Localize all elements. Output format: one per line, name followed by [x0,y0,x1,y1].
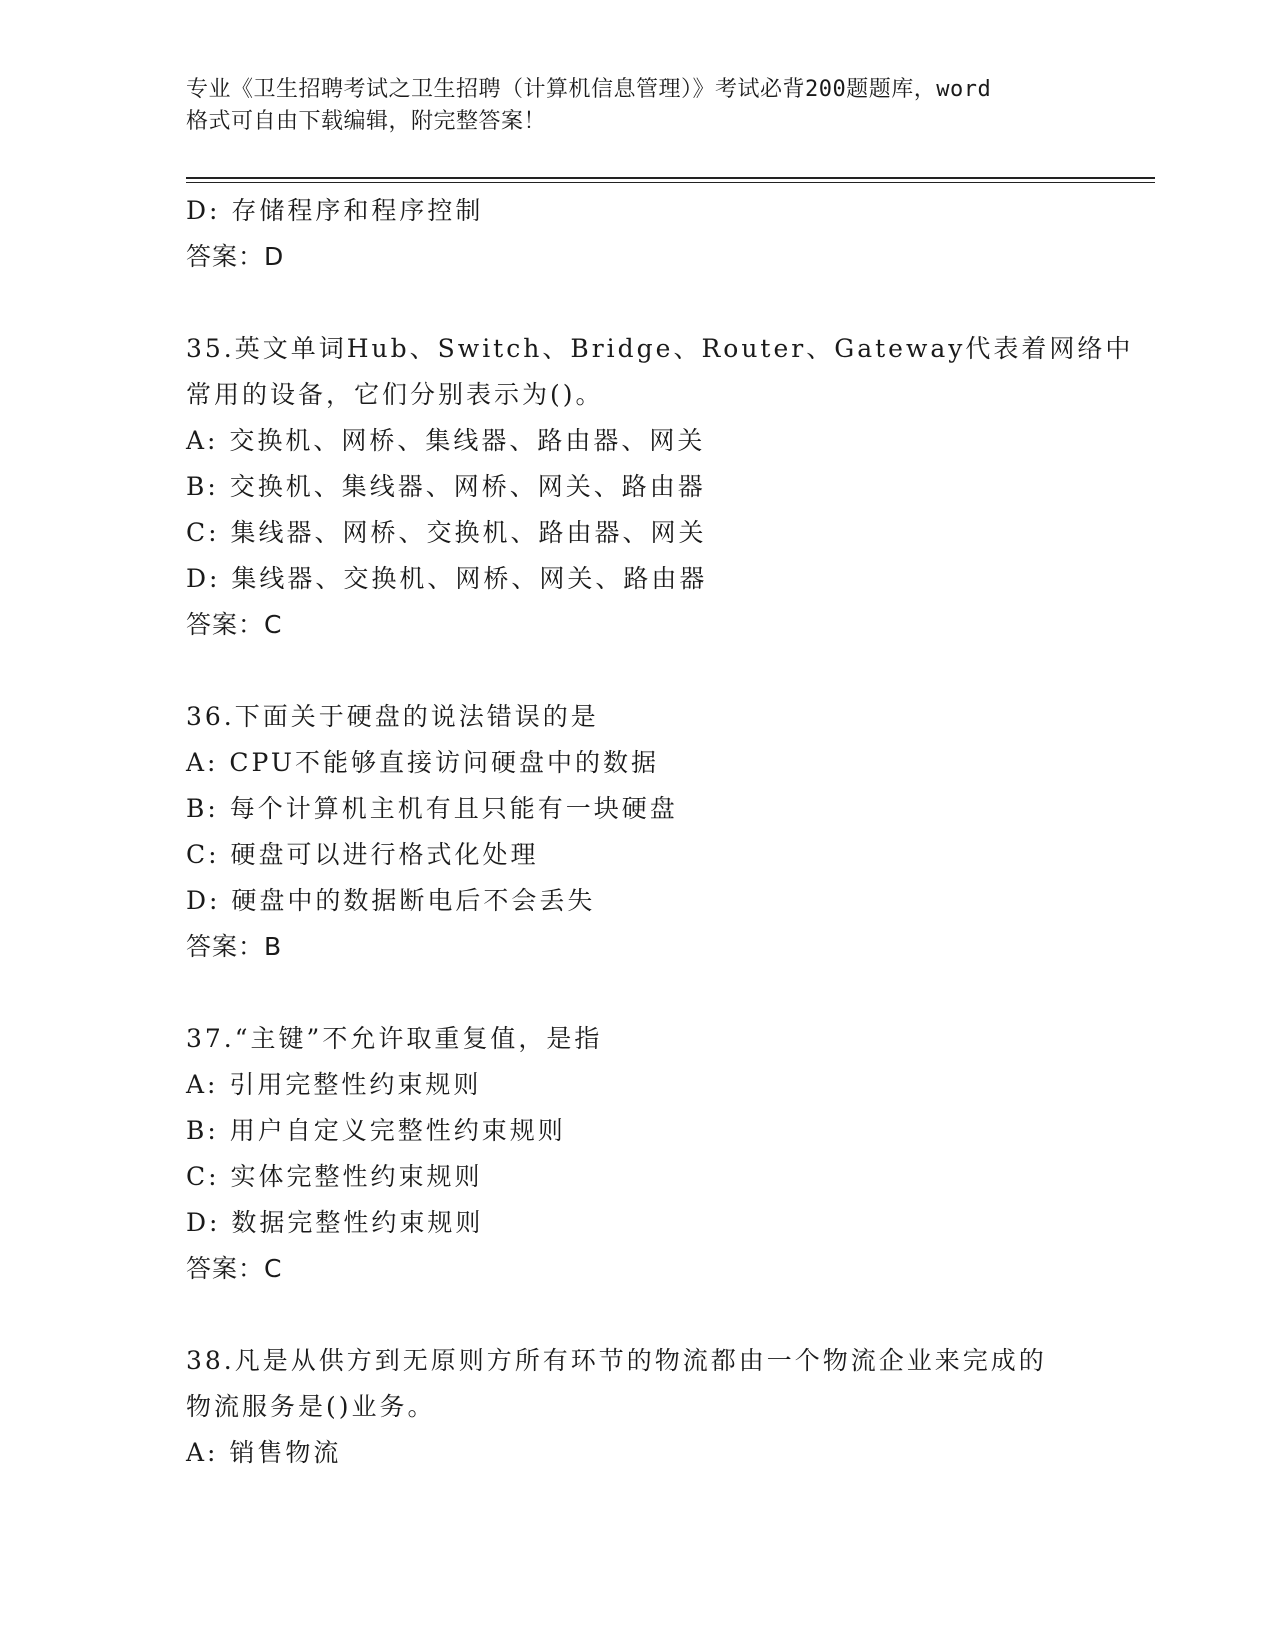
question-block-38 [186,1338,1106,1476]
question-text-continued: 物流服务是()业务。 [186,1392,436,1421]
header-divider-thick [186,177,1155,179]
question-text: 36.下面关于硬盘的说法错误的是 [186,702,599,731]
question-text: 35.英文单词Hub、Switch、Bridge、Router、Gateway代表着网络中 [186,334,1134,363]
option-b: B: 用户自定义完整性约束规则 [186,1116,566,1145]
option-a: A: 销售物流 [186,1438,342,1467]
option-d: D: 存储程序和程序控制 [186,196,484,225]
answer-line: 答案：D [186,242,285,271]
option-d: D: 数据完整性约束规则 [186,1208,484,1237]
question-block-37 [186,1016,1106,1292]
question-content [186,188,1134,1476]
option-c: C: 实体完整性约束规则 [186,1162,483,1191]
question-block-35 [186,326,1134,648]
document-header [186,74,1086,138]
option-a: A: 引用完整性约束规则 [186,1070,482,1099]
question-text: 37.“主键”不允许取重复值，是指 [186,1024,603,1053]
answer-line: 答案：C [186,1254,283,1283]
answer-line: 答案：B [186,932,283,961]
option-d: D: 集线器、交换机、网桥、网关、路由器 [186,564,708,593]
question-block-34 [186,188,1106,280]
option-a: A: CPU不能够直接访问硬盘中的数据 [186,748,660,777]
header-divider-thin [186,182,1155,183]
answer-line: 答案：C [186,610,283,639]
option-b: B: 每个计算机主机有且只能有一块硬盘 [186,794,678,823]
header-line-1: 专业《卫生招聘考试之卫生招聘（计算机信息管理）》考试必背200题题库，word [186,77,992,102]
question-text: 38.凡是从供方到无原则方所有环节的物流都由一个物流企业来完成的 [186,1346,1047,1375]
option-d: D: 硬盘中的数据断电后不会丢失 [186,886,596,915]
question-text-continued: 常用的设备，它们分别表示为()。 [186,380,604,409]
question-block-36 [186,694,1106,970]
option-c: C: 硬盘可以进行格式化处理 [186,840,539,869]
option-b: B: 交换机、集线器、网桥、网关、路由器 [186,472,706,501]
option-a: A: 交换机、网桥、集线器、路由器、网关 [186,426,706,455]
header-line-2: 格式可自由下载编辑，附完整答案！ [186,109,547,134]
option-c: C: 集线器、网桥、交换机、路由器、网关 [186,518,707,547]
